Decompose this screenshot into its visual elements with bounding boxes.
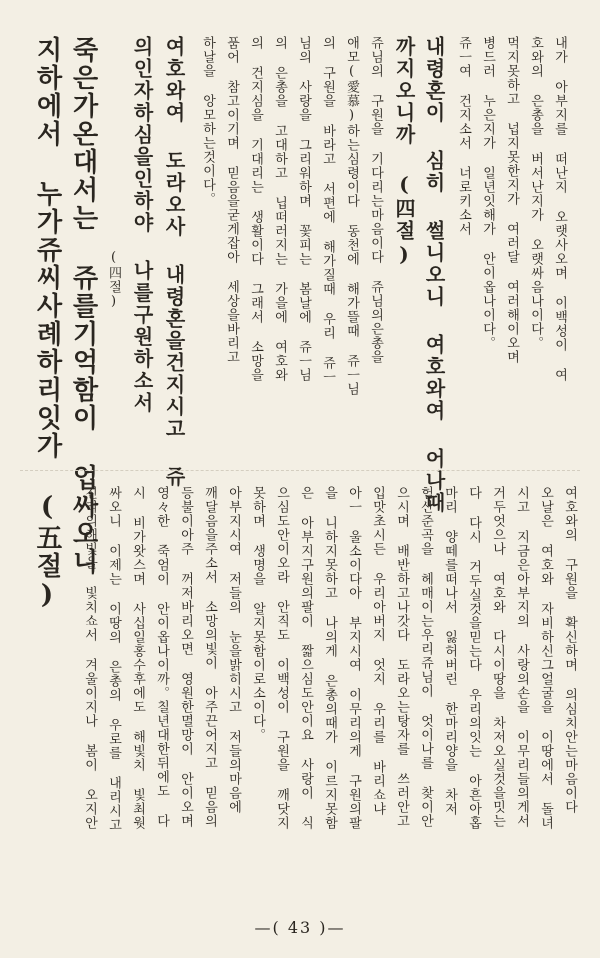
text-column: 병드러 누은지가 일년잇해가 안이옵나이다。 bbox=[480, 36, 495, 350]
text-column: 시고 지금은아부지의 사랑의손을 이무리들의게서 bbox=[514, 486, 529, 828]
text-column: 오날은 여호와 자비하신그얼굴을 이땅에서 돌녀 bbox=[538, 486, 553, 830]
text-column: 하날을 앙모하는것이다。 bbox=[200, 36, 215, 206]
text-column: 의 구원을 바라고 서편에 해가질때 우리 쥬ㅡ bbox=[320, 36, 335, 384]
text-column: 의 은총을 고대하고 닙떠러지는 가을에 여호와 bbox=[272, 36, 287, 382]
section-divider bbox=[20, 470, 580, 471]
verse-number: (四절) bbox=[106, 250, 121, 310]
text-column: 다 다시 거두실것을믿는다 우리의잇는 아흔아홉 bbox=[466, 486, 481, 830]
text-column: 님의 사랑을 그리워하며 꽃피는 봄날에 쥬ㅡ님 bbox=[296, 36, 311, 382]
text-column: 못하며 생명을 알지못함이로소이다。 bbox=[250, 486, 265, 742]
verse-heading-column: 여호와여 도라오사 내령혼을건지시고 쥬 bbox=[162, 36, 186, 488]
verse-heading-column: 까지오니까 (四절) bbox=[392, 36, 416, 268]
text-column: 애모(愛慕)하는심령이다 동천에 해가뜰때 쥬ㅡ님 bbox=[344, 36, 359, 396]
text-column: 마리 양떼를떠나서 잃허버린 한마리양을 차저 bbox=[442, 486, 457, 816]
verse-heading-column: 내령혼이 심히 썰니오니 여호와여 어나때 bbox=[422, 36, 446, 514]
text-column: 을 니하지못하고 나의게 은총의때가 이르지못함 bbox=[322, 486, 337, 830]
text-column: 먹지못하고 넙지못한지가 여러달 여러해이오며 bbox=[504, 36, 519, 364]
text-column: 싸오니 이제는 이땅의 은총의 우로를 내리시고 bbox=[106, 486, 121, 832]
text-column: 여호와의 구원을 확신하며 의심치안는마음이다 bbox=[562, 486, 577, 814]
text-column: 시 비가왓스며 사십일홍수후에도 해빛치 빛최웟 bbox=[130, 486, 145, 830]
text-column: 아ㅡ 울소이다아 부지시여 이무리의게 구원의팔 bbox=[346, 486, 361, 830]
verse-heading-column: 지하에서 누가쥬씨사례하리잇가 (五절) bbox=[32, 36, 62, 612]
page-number: —( 43 )— bbox=[254, 918, 346, 937]
text-column: 품어 참고이기며 믿음을굳게잡아 세상을바리고 bbox=[224, 36, 239, 364]
text-column: 아부지시여 저들의 눈을밝히시고 저들의마음에 bbox=[226, 486, 241, 814]
text-column: 쥬ㅡ여 건지소서 너로키소서 bbox=[456, 36, 471, 236]
text-column: 내가 아부지를 떠난지 오랫사오며 이백성이 여 bbox=[552, 36, 567, 382]
text-column: 험산준곡을 헤매이는우리쥬님이 엇이나를 찾이안 bbox=[418, 486, 433, 828]
text-column: 입맛초시든 우리아버지 엇지 우리를 바리쇼냐 bbox=[370, 486, 385, 816]
text-column: 등불이아주 꺼저바리오면 영원한멸망이 안이오며 bbox=[178, 486, 193, 828]
text-column: 영々한 죽엄이 안이옵나이까。칠년대한뒤에도 다 bbox=[154, 486, 169, 828]
text-column: 쥬님의 구원을 기다리는마음이다 쥬님의은총을 bbox=[368, 36, 383, 364]
text-column: 으시며 배반하고나갓다 도라오는탕자를 쓰러안고 bbox=[394, 486, 409, 828]
text-column: 의 건지심을 기대리는 생활이다 그래서 소망을 bbox=[248, 36, 263, 382]
text-column: 호와의 은총을 버서난지가 오랫싸음나이다。 bbox=[528, 36, 543, 350]
text-column: 진리의해빛을 빛치쇼서 겨울이지나 봄이 오지안 bbox=[82, 486, 97, 830]
text-column: 은 아부지구원의팔이 짧으심도안이요 사랑이 식 bbox=[298, 486, 313, 830]
text-column: 으심도안이오라 안직도 이백성이 구원을 깨닷지 bbox=[274, 486, 289, 830]
verse-heading-column: 죽은가온대서는 쥬를기억함이 업싸오니 bbox=[68, 36, 98, 576]
verse-heading-column: 의인자하심을인하야 나를구원하소서 bbox=[130, 36, 154, 414]
text-column: 거두엇으나 여호와 다시이땅을 차저오실것을밋는 bbox=[490, 486, 505, 828]
text-column: 깨달음을주소서 소망의빛이 아주끈어지고 믿음의 bbox=[202, 486, 217, 828]
